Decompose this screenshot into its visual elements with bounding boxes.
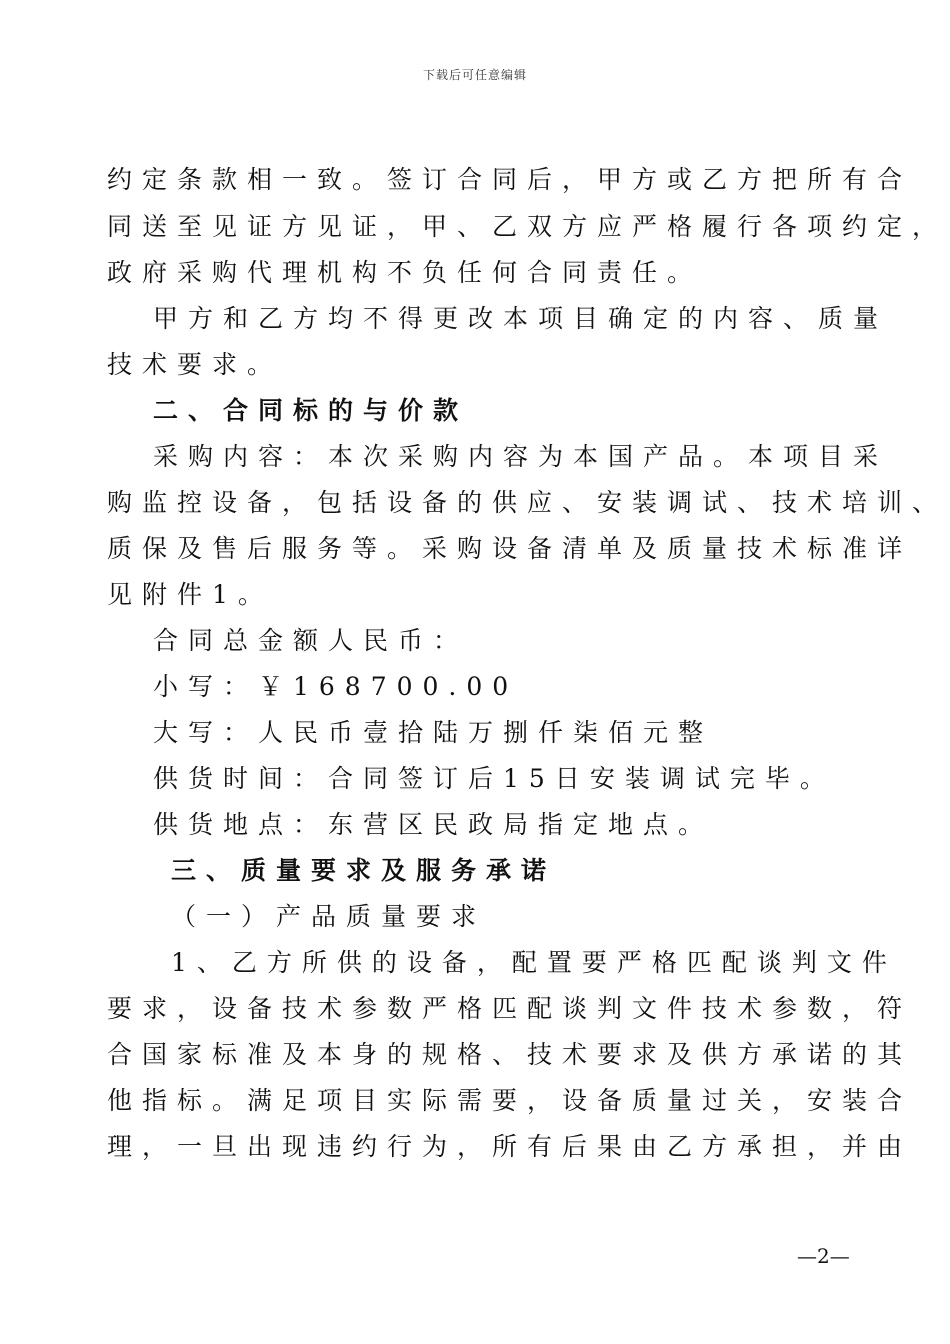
body-line: 采购内容：本次采购内容为本国产品。本项目采: [153, 442, 889, 471]
delivery-location: 供货地点：东营区民政局指定地点。: [153, 810, 714, 839]
body-line: 技术要求。: [107, 350, 283, 379]
amount-in-words: 大写：人民币壹拾陆万捌仟柒佰元整: [153, 718, 714, 747]
body-line: 质保及售后服务等。采购设备清单及质量技术标准详: [107, 534, 913, 563]
body-line: 合国家标准及本身的规格、技术要求及供方承诺的其: [107, 1040, 913, 1069]
page-number: —2—: [797, 1244, 850, 1268]
body-line: 政府采购代理机构不负任何合同责任。: [107, 258, 703, 287]
body-line: 他指标。满足项目实际需要，设备质量过关，安装合: [107, 1086, 913, 1115]
section-heading-3: 三、质量要求及服务承诺: [171, 856, 557, 885]
body-line: 要求，设备技术参数严格匹配谈判文件技术参数，符: [107, 994, 913, 1023]
body-line: 见附件1。: [107, 580, 273, 609]
body-line: 约定条款相一致。签订合同后，甲方或乙方把所有合: [107, 165, 913, 194]
body-line: 1、乙方所供的设备，配置要严格匹配谈判文件: [171, 948, 897, 977]
subsection-heading: （一）产品质量要求: [171, 902, 487, 931]
delivery-time: 供货时间：合同签订后15日安装调试完毕。: [153, 764, 835, 793]
body-line: 同送至见证方见证，甲、乙双方应严格履行各项约定，: [107, 212, 948, 241]
body-line: 甲方和乙方均不得更改本项目确定的内容、质量: [153, 304, 889, 333]
page-header: 下载后可任意编辑: [422, 68, 527, 82]
amount-in-figures: 小写：￥168700.00: [153, 672, 519, 701]
section-heading-2: 二、合同标的与价款: [153, 396, 469, 425]
contract-total-label: 合同总金额人民币：: [153, 626, 469, 655]
body-line: 理，一旦出现违约行为，所有后果由乙方承担，并由: [107, 1132, 913, 1161]
body-line: 购监控设备，包括设备的供应、安装调试、技术培训、: [107, 488, 948, 517]
